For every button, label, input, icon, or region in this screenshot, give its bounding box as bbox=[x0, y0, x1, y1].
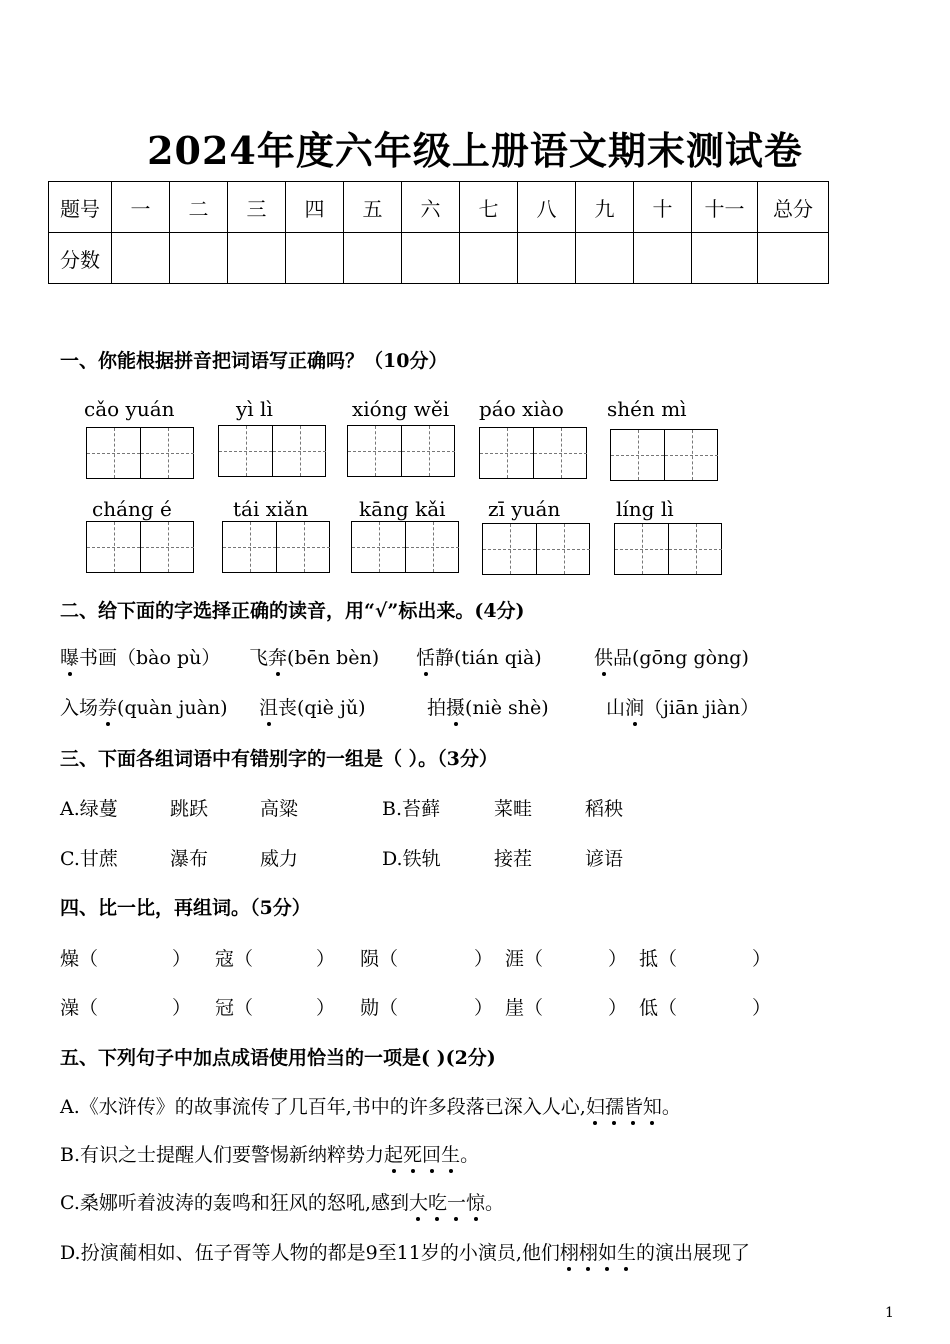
reading-item[interactable] bbox=[259, 693, 366, 720]
pinyin-label: tái xiǎn bbox=[233, 497, 309, 521]
item-text: (niè shè) bbox=[465, 697, 549, 719]
table-cell: 九 bbox=[576, 182, 634, 233]
score-input-cell[interactable] bbox=[460, 233, 518, 284]
table-cell: 七 bbox=[460, 182, 518, 233]
answer-blank[interactable]: ） bbox=[608, 997, 628, 1019]
writing-box[interactable] bbox=[347, 425, 455, 477]
dotted-char: 知 bbox=[643, 1092, 662, 1119]
option-word[interactable]: B.苔藓 bbox=[382, 798, 441, 820]
score-input-cell[interactable] bbox=[170, 233, 228, 284]
dotted-char: 生 bbox=[441, 1140, 460, 1167]
writing-box[interactable] bbox=[86, 427, 194, 479]
pinyin-label: páo xiào bbox=[479, 397, 564, 421]
answer-blank[interactable]: ） bbox=[474, 948, 494, 970]
pinyin-label: cháng é bbox=[92, 497, 172, 521]
compare-char: 涯（ bbox=[505, 948, 544, 970]
compare-char: 抵（ bbox=[639, 948, 678, 970]
score-input-cell[interactable] bbox=[576, 233, 634, 284]
option-word: 菜畦 bbox=[494, 798, 533, 820]
table-cell: 一 bbox=[112, 182, 170, 233]
dotted-char: 皆 bbox=[624, 1092, 643, 1119]
section-4-heading: 四、比一比，再组词。（5分） bbox=[60, 897, 311, 919]
reading-item[interactable] bbox=[594, 643, 749, 670]
item-text: 静(tián qià) bbox=[435, 647, 542, 669]
item-text: 品(gōng gòng) bbox=[613, 647, 749, 669]
score-input-cell[interactable] bbox=[634, 233, 692, 284]
answer-blank[interactable]: ） bbox=[752, 997, 772, 1019]
section-2-heading: 二、给下面的字选择正确的读音，用“√”标出来。(4分) bbox=[60, 600, 525, 622]
writing-box[interactable] bbox=[222, 521, 330, 573]
dotted-char: 如 bbox=[598, 1238, 617, 1265]
dotted-char: 曝 bbox=[60, 643, 79, 670]
table-cell: 八 bbox=[518, 182, 576, 233]
dotted-char: 妇 bbox=[586, 1092, 605, 1119]
table-cell: 三 bbox=[228, 182, 286, 233]
compare-char: 低（ bbox=[639, 997, 678, 1019]
option-word[interactable]: A.绿蔓 bbox=[60, 798, 118, 820]
reading-item[interactable] bbox=[60, 643, 220, 670]
sentence-text: 。 bbox=[460, 1144, 480, 1166]
item-text: 书画（bào pù） bbox=[79, 647, 221, 669]
compare-char: 寇（ bbox=[215, 948, 254, 970]
sentence-text: A.《水浒传》的故事流传了几百年,书中的许多段落已深入人心, bbox=[60, 1096, 586, 1118]
option-word: 瀑布 bbox=[170, 848, 209, 870]
score-input-cell[interactable] bbox=[758, 233, 829, 284]
compare-char: 澡（ bbox=[60, 997, 99, 1019]
score-input-cell[interactable] bbox=[402, 233, 460, 284]
score-table bbox=[48, 181, 829, 284]
score-input-cell[interactable] bbox=[112, 233, 170, 284]
dotted-char: 沮 bbox=[259, 693, 278, 720]
writing-box[interactable] bbox=[479, 427, 587, 479]
answer-blank[interactable]: ） bbox=[608, 948, 628, 970]
option-word: 跳跃 bbox=[170, 798, 209, 820]
score-input-cell[interactable] bbox=[228, 233, 286, 284]
page-number: 1 bbox=[885, 1305, 894, 1321]
answer-blank[interactable]: ） bbox=[316, 997, 336, 1019]
score-input-cell[interactable] bbox=[692, 233, 758, 284]
reading-item[interactable] bbox=[606, 693, 759, 720]
dotted-char: 孺 bbox=[605, 1092, 624, 1119]
sentence-text: D.扮演蔺相如、伍子胥等人物的都是9至11岁的小演员,他们 bbox=[60, 1242, 560, 1264]
sentence-text: B.有识之士提醒人们要警惕新纳粹势力 bbox=[60, 1144, 385, 1166]
dotted-char: 大 bbox=[409, 1188, 428, 1215]
option-word: 谚语 bbox=[585, 848, 624, 870]
table-row bbox=[49, 182, 829, 233]
answer-blank[interactable]: ） bbox=[474, 997, 494, 1019]
item-text: （jiān jiàn） bbox=[644, 697, 760, 719]
answer-blank[interactable]: ） bbox=[172, 997, 192, 1019]
table-cell: 六 bbox=[402, 182, 460, 233]
dotted-char: 一 bbox=[447, 1188, 466, 1215]
answer-blank[interactable]: ） bbox=[172, 948, 192, 970]
table-cell: 四 bbox=[286, 182, 344, 233]
option-sentence-b[interactable] bbox=[60, 1140, 479, 1167]
pinyin-label: kāng kǎi bbox=[359, 497, 446, 521]
reading-item[interactable] bbox=[427, 693, 549, 720]
item-text: (bēn bèn) bbox=[287, 647, 380, 669]
option-sentence-c[interactable] bbox=[60, 1188, 504, 1215]
item-text: 飞 bbox=[249, 647, 269, 669]
reading-item[interactable] bbox=[416, 643, 542, 670]
dotted-char: 摄 bbox=[446, 693, 465, 720]
section-1-heading: 一、你能根据拼音把词语写正确吗？（10分） bbox=[60, 350, 448, 372]
score-input-cell[interactable] bbox=[518, 233, 576, 284]
compare-char: 陨（ bbox=[360, 948, 399, 970]
compare-char: 燥（ bbox=[60, 948, 99, 970]
sentence-text: C.桑娜听着波涛的轰鸣和狂风的怒吼,感到 bbox=[60, 1192, 409, 1214]
pinyin-label: yì lì bbox=[236, 397, 273, 421]
writing-box[interactable] bbox=[482, 523, 590, 575]
page-title: 2024年度六年级上册语文期末测试卷 bbox=[147, 128, 803, 173]
dotted-char: 死 bbox=[403, 1140, 422, 1167]
dotted-char: 回 bbox=[422, 1140, 441, 1167]
section-3-heading: 三、下面各组词语中有错别字的一组是（ ）。（3分） bbox=[60, 748, 498, 770]
dotted-char: 恬 bbox=[416, 643, 435, 670]
option-sentence-a[interactable] bbox=[60, 1092, 681, 1119]
option-word[interactable]: C.甘蔗 bbox=[60, 848, 118, 870]
compare-char: 冠（ bbox=[215, 997, 254, 1019]
option-word: 接茬 bbox=[494, 848, 533, 870]
dotted-char: 吃 bbox=[428, 1188, 447, 1215]
writing-box[interactable] bbox=[614, 523, 722, 575]
sentence-text: 。 bbox=[485, 1192, 505, 1214]
dotted-char: 栩 bbox=[560, 1238, 579, 1265]
item-text: 拍 bbox=[427, 697, 447, 719]
sentence-text: 。 bbox=[661, 1096, 681, 1118]
item-text: (quàn juàn) bbox=[117, 697, 228, 719]
dotted-char: 券 bbox=[98, 693, 117, 720]
table-cell: 二 bbox=[170, 182, 228, 233]
pinyin-label: líng lì bbox=[616, 497, 674, 521]
table-row-label: 题号 bbox=[49, 182, 112, 233]
option-word: 高粱 bbox=[260, 798, 299, 820]
dotted-char: 供 bbox=[594, 643, 613, 670]
pinyin-label: cǎo yuán bbox=[84, 397, 175, 421]
item-text: 山 bbox=[606, 697, 626, 719]
compare-char: 崖（ bbox=[505, 997, 544, 1019]
table-cell: 总分 bbox=[758, 182, 829, 233]
score-input-cell[interactable] bbox=[286, 233, 344, 284]
answer-blank[interactable]: ） bbox=[752, 948, 772, 970]
writing-box[interactable] bbox=[86, 521, 194, 573]
compare-char: 勋（ bbox=[360, 997, 399, 1019]
table-row bbox=[49, 233, 829, 284]
pinyin-label: xióng wěi bbox=[352, 397, 450, 421]
dotted-char: 涧 bbox=[625, 693, 644, 720]
table-cell: 十 bbox=[634, 182, 692, 233]
item-text: 丧(qiè jǔ) bbox=[278, 697, 366, 719]
table-cell: 十一 bbox=[692, 182, 758, 233]
option-word: 威力 bbox=[260, 848, 299, 870]
option-word[interactable]: D.铁轨 bbox=[382, 848, 441, 870]
option-sentence-d[interactable] bbox=[60, 1238, 750, 1265]
item-text: 入场 bbox=[60, 697, 99, 719]
writing-box[interactable] bbox=[610, 429, 718, 481]
sentence-text: 的演出展现了 bbox=[635, 1242, 750, 1264]
reading-item[interactable] bbox=[60, 693, 228, 720]
pinyin-label: zī yuán bbox=[488, 497, 561, 521]
dotted-char: 惊 bbox=[466, 1188, 485, 1215]
reading-item[interactable] bbox=[249, 643, 379, 670]
dotted-char: 生 bbox=[617, 1238, 636, 1265]
score-input-cell[interactable] bbox=[344, 233, 402, 284]
pinyin-label: shén mì bbox=[607, 397, 687, 421]
answer-blank[interactable]: ） bbox=[316, 948, 336, 970]
table-row-label: 分数 bbox=[49, 233, 112, 284]
section-5-heading: 五、下列句子中加点成语使用恰当的一项是( )(2分) bbox=[60, 1047, 496, 1069]
option-word: 稻秧 bbox=[585, 798, 624, 820]
table-cell: 五 bbox=[344, 182, 402, 233]
dotted-char: 栩 bbox=[579, 1238, 598, 1265]
writing-box[interactable] bbox=[218, 425, 326, 477]
writing-box[interactable] bbox=[351, 521, 459, 573]
dotted-char: 起 bbox=[384, 1140, 403, 1167]
dotted-char: 奔 bbox=[268, 643, 287, 670]
